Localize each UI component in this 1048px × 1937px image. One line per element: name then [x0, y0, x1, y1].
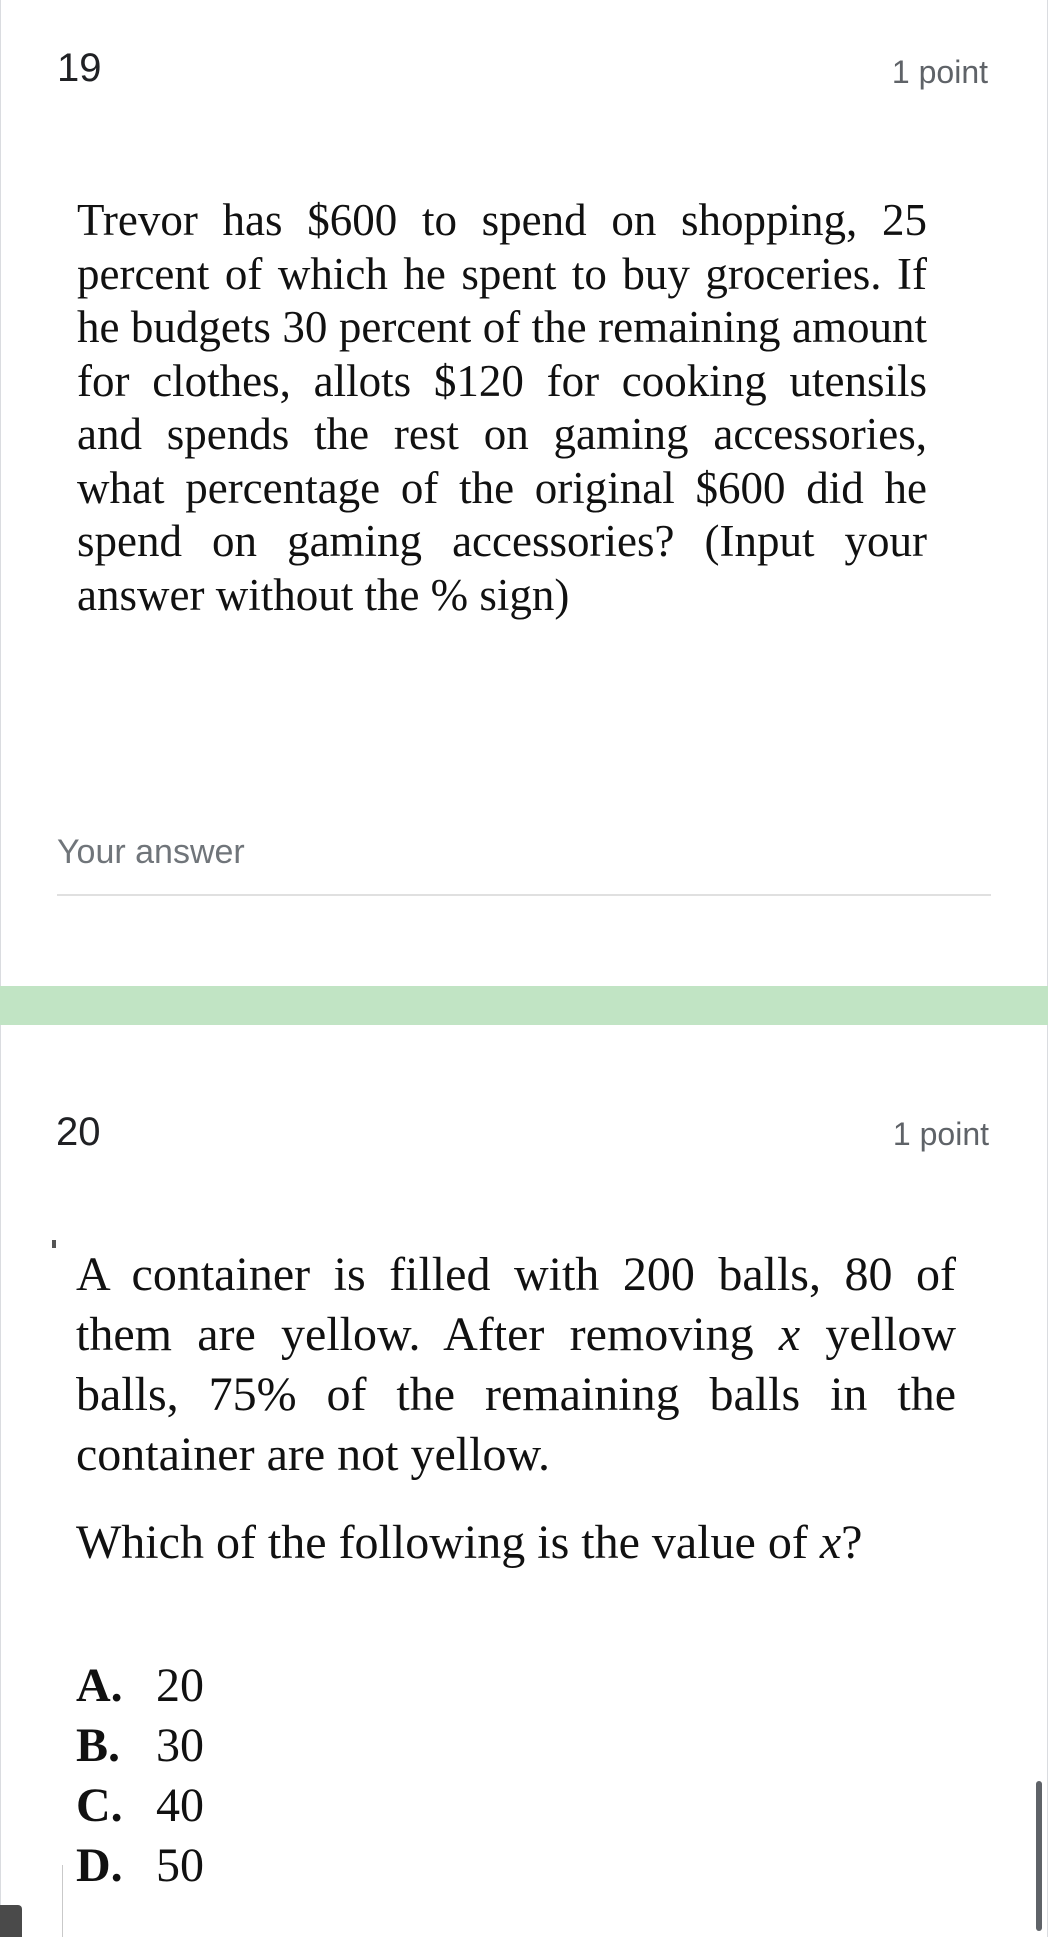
choice-c	[76, 1776, 204, 1836]
choice-value: 50	[156, 1839, 204, 1892]
section-divider	[0, 986, 1048, 1025]
choice-a	[76, 1656, 204, 1716]
choice-letter: B.	[76, 1719, 121, 1772]
choice-value: 40	[156, 1779, 204, 1832]
choice-value: 20	[156, 1659, 204, 1712]
choice-letter: C.	[76, 1779, 123, 1832]
corner-tab	[0, 1905, 22, 1937]
choice-letter: D.	[76, 1839, 123, 1892]
question-stem: Which of the following is the value of x?	[76, 1516, 863, 1569]
scrollbar-thumb[interactable]	[1036, 1781, 1042, 1931]
variable-x: x	[778, 1308, 801, 1361]
answer-choices	[76, 1656, 204, 1896]
image-edge-rule	[62, 1865, 63, 1937]
choice-value: 30	[156, 1719, 204, 1772]
bullet-mark	[52, 1240, 56, 1248]
question-points: 1 point	[891, 54, 988, 90]
answer-field[interactable]	[57, 822, 991, 896]
choice-letter: A.	[76, 1659, 123, 1712]
choice-b	[76, 1716, 204, 1776]
question-number: 20	[56, 1110, 101, 1154]
question-text: A container is filled with 200 balls, 80 of them are yellow. After removing x yellow balls, 75% of the remaining balls in the container are not yellow.	[76, 1248, 956, 1481]
question-number: 19	[57, 46, 102, 90]
choice-d	[76, 1836, 204, 1896]
variable-x: x	[819, 1516, 842, 1569]
answer-input[interactable]	[57, 822, 991, 882]
question-points: 1 point	[892, 1116, 989, 1152]
question-text: Trevor has $600 to spend on shopping, 25 percent of which he spent to buy groceries. If he budgets 30 percent of the remaining amount for clothes, allots $120 for cooking utensils and spends the rest on gaming accessories, what percentage of the original $600 did he spend on gaming accessories? (Input your answer without the % sign)	[77, 195, 927, 620]
